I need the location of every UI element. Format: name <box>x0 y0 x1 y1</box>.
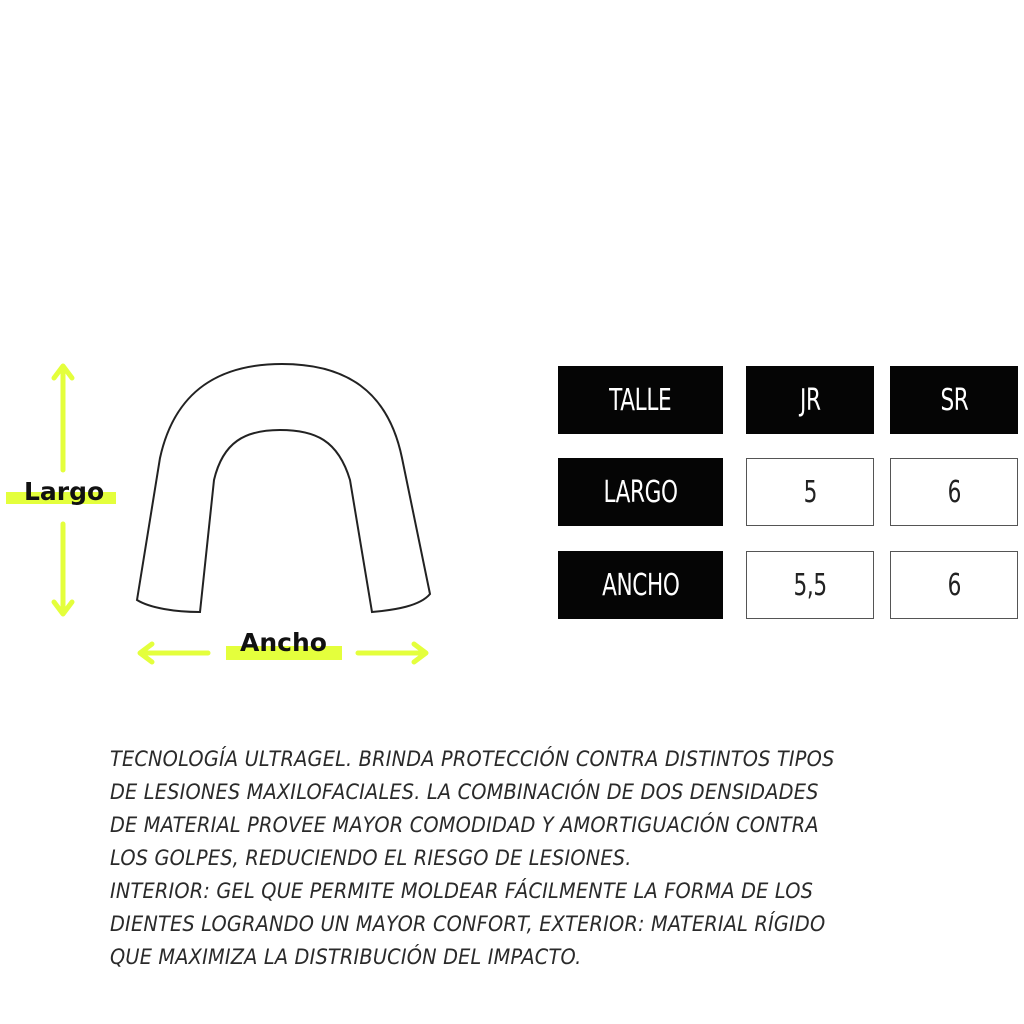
table-cell-largo-jr: 5 <box>746 458 874 526</box>
description-line: DIENTES LOGRANDO UN MAYOR CONFORT, EXTERIOR: MATERIAL RÍGIDO <box>110 912 826 936</box>
product-description <box>110 743 920 974</box>
table-header-sr: SR <box>890 366 1018 434</box>
size-diagram <box>0 340 460 690</box>
mouthguard-outline-icon <box>137 364 430 612</box>
description-line: LOS GOLPES, REDUCIENDO EL RIESGO DE LESIONES. <box>110 846 632 870</box>
table-cell-ancho-sr: 6 <box>890 551 1018 619</box>
table-header-talle: TALLE <box>558 366 723 434</box>
description-line: QUE MAXIMIZA LA DISTRIBUCIÓN DEL IMPACTO. <box>110 945 582 969</box>
ancho-label: Ancho <box>240 628 327 657</box>
description-line: INTERIOR: GEL QUE PERMITE MOLDEAR FÁCILMENTE LA FORMA DE LOS <box>110 879 814 903</box>
table-row-ancho-label: ANCHO <box>558 551 723 619</box>
description-line: TECNOLOGÍA ULTRAGEL. BRINDA PROTECCIÓN CONTRA DISTINTOS TIPOS <box>110 747 835 771</box>
description-line: DE MATERIAL PROVEE MAYOR COMODIDAD Y AMORTIGUACIÓN CONTRA <box>110 813 819 837</box>
mouthguard-diagram-graphic <box>0 340 460 690</box>
table-cell-largo-sr: 6 <box>890 458 1018 526</box>
table-cell-ancho-jr: 5,5 <box>746 551 874 619</box>
table-row-largo-label: LARGO <box>558 458 723 526</box>
description-line: DE LESIONES MAXILOFACIALES. LA COMBINACIÓN DE DOS DENSIDADES <box>110 780 819 804</box>
table-header-jr: JR <box>746 366 874 434</box>
largo-label: Largo <box>24 477 105 506</box>
